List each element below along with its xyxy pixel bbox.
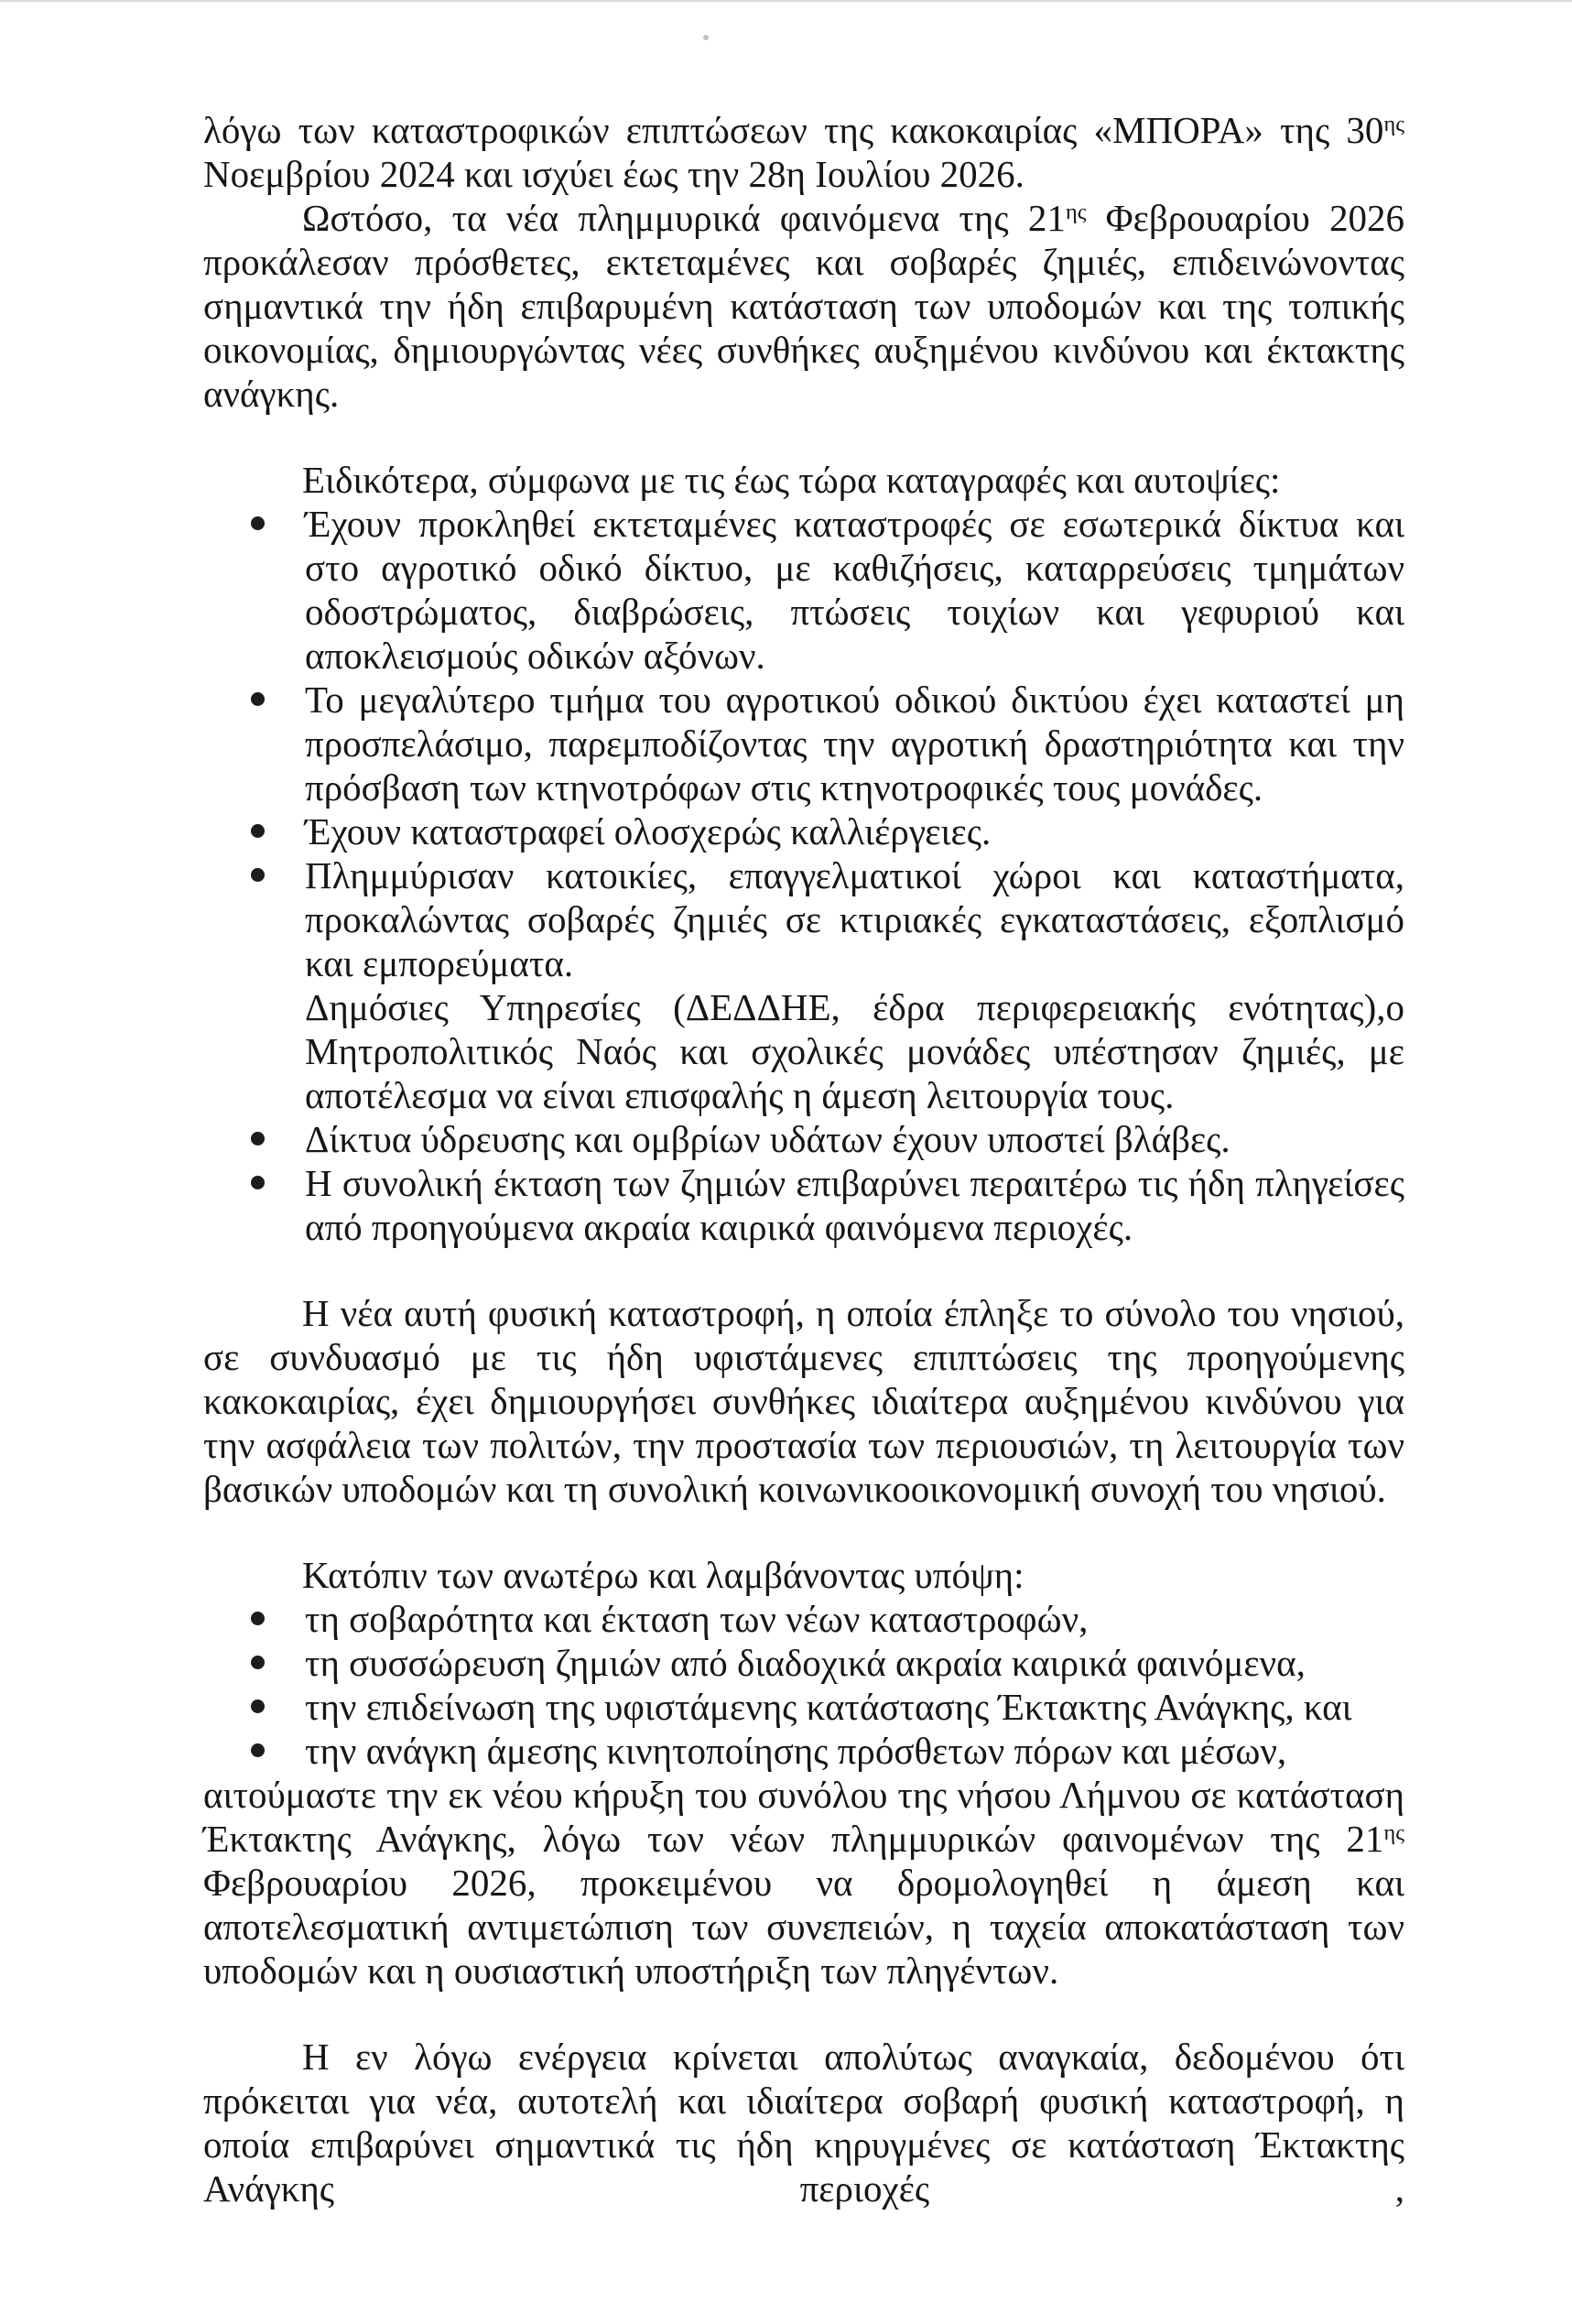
ordinal-superscript: ης bbox=[1383, 112, 1404, 137]
bullet-icon bbox=[251, 1656, 265, 1669]
bullet-text: Η συνολική έκταση των ζημιών επιβαρύνει περαιτέρω τις ήδη πληγείσες από προηγούμενα ακραία καιρικά φαινόμενα περιοχές. bbox=[305, 1162, 1404, 1248]
bullet-text: τη συσσώρευση ζημιών από διαδοχικά ακραία καιρικά φαινόμενα, bbox=[305, 1642, 1306, 1684]
bullet-icon bbox=[251, 1132, 265, 1146]
paragraph-text: Φεβρουαρίου 2026 προκάλεσαν πρόσθετες, εκτεταμένες και σοβαρές ζημιές, επιδεινώνοντας σημαντικά την ήδη επιβαρυμένη κατάσταση των υποδομών και της τοπικής οικονομίας, δημιουργώντας νέες συνθήκες αυξημένου κινδύνου και έκτακτης ανάγκης. bbox=[203, 197, 1404, 415]
list-item bbox=[203, 1117, 1404, 1161]
paragraph-storm-continuation bbox=[203, 108, 1404, 196]
list-item bbox=[203, 1597, 1404, 1641]
bullet-icon bbox=[251, 1176, 265, 1189]
bullet-text: Πλημμύρισαν κατοικίες, επαγγελματικοί χώροι και καταστήματα, προκαλώντας σοβαρές ζημιές σε κτιριακές εγκαταστάσεις, εξοπλισμό και εμπορεύματα. bbox=[305, 854, 1404, 984]
paragraph-text: Ωστόσο, τα νέα πλημμυρικά φαινόμενα της 21 bbox=[302, 197, 1066, 239]
paragraph-closing-justification: Η εν λόγω ενέργεια κρίνεται απολύτως αναγκαία, δεδομένου ότι πρόκειται για νέα, αυτοτελή και ιδιαίτερα σοβαρή φυσική καταστροφή, η οποία επιβαρύνει σημαντικά τις ήδη κηρυγμένες σε κατάσταση Έκτακτης Ανάγκης περιοχές , bbox=[203, 2036, 1404, 2210]
paragraph-new-flood-events bbox=[203, 196, 1404, 416]
bullet-continuation-text: Δημόσιες Υπηρεσίες (ΔΕΔΔΗΕ, έδρα περιφερειακής ενότητας),ο Μητροπολιτικός Ναός και σχολικές μονάδες υπέστησαν ζημιές, με αποτέλεσμα να είναι επισφαλής η άμεση λειτουργία τους. bbox=[305, 986, 1404, 1116]
bullet-text: Έχουν προκληθεί εκτεταμένες καταστροφές σε εσωτερικά δίκτυα και στο αγροτικό οδικό δίκτυο, με καθιζήσεις, καταρρεύσεις τμημάτων οδοστρώματος, διαβρώσεις, πτώσεις τοιχίων και γεφυριού και αποκλεισμούς οδικών αξόνων. bbox=[305, 503, 1404, 677]
bullet-text: την επιδείνωση της υφιστάμενης κατάστασης Έκτακτης Ανάγκης, και bbox=[305, 1686, 1352, 1728]
bullet-icon bbox=[251, 1612, 265, 1625]
bullet-icon bbox=[251, 1700, 265, 1713]
bullet-icon bbox=[251, 1743, 265, 1757]
bullet-text: Δίκτυα ύδρευσης και ομβρίων υδάτων έχουν υποστεί βλάβες. bbox=[305, 1118, 1230, 1160]
bullet-text: την ανάγκη άμεσης κινητοποίησης πρόσθετων πόρων και μέσων, bbox=[305, 1730, 1287, 1772]
list-item bbox=[203, 678, 1404, 809]
bullet-icon bbox=[251, 868, 265, 882]
bullet-text: τη σοβαρότητα και έκταση των νέων καταστροφών, bbox=[305, 1598, 1089, 1640]
list-item bbox=[203, 1729, 1404, 1773]
list-item bbox=[203, 1641, 1404, 1685]
bullet-text: Το μεγαλύτερο τμήμα του αγροτικού οδικού δικτύου έχει καταστεί μη προσπελάσιμο, παρεμποδίζοντας την αγροτική δραστηριότητα και την πρόσβαση των κτηνοτρόφων στις κτηνοτροφικές τους μονάδες. bbox=[305, 679, 1404, 809]
paragraph-new-disaster-impact: Η νέα αυτή φυσική καταστροφή, η οποία έπληξε το σύνολο του νησιού, σε συνδυασμό με τις ήδη υφιστάμενες επιπτώσεις της προηγούμενης κακοκαιρίας, έχει δημιουργήσει συνθήκες ιδιαίτερα αυξημένου κινδύνου για την ασφάλεια των πολιτών, την προστασία των περιουσιών, τη λειτουργία των βασικών υποδομών και τη συνολική κοινωνικοοικονομική συνοχή του νησιού. bbox=[203, 1292, 1404, 1510]
list-item bbox=[203, 1685, 1404, 1729]
paragraph-text: Νοεμβρίου 2024 και ισχύει έως την 28η Ιουλίου 2026. bbox=[203, 153, 1025, 195]
paragraph-emergency-request bbox=[203, 1773, 1404, 1993]
bullet-icon bbox=[251, 824, 265, 838]
document-body bbox=[203, 108, 1404, 2210]
paragraph-findings-intro: Ειδικότερα, σύμφωνα με τις έως τώρα καταγραφές και αυτοψίες: bbox=[302, 459, 1281, 501]
scan-edge-line bbox=[0, 0, 1572, 2]
paragraph-text: Φεβρουαρίου 2026, προκειμένου να δρομολογηθεί η άμεση και αποτελεσματική αντιμετώπιση των συνεπειών, η ταχεία αποκατάσταση των υποδομών και η ουσιαστική υποστήριξη των πληγέντων. bbox=[203, 1862, 1404, 1992]
bullet-icon bbox=[251, 692, 265, 706]
bullet-icon bbox=[251, 516, 265, 530]
findings-list bbox=[203, 502, 1404, 1249]
considerations-list bbox=[203, 1597, 1404, 1773]
bullet-text: Έχουν καταστραφεί ολοσχερώς καλλιέργειες. bbox=[305, 810, 992, 852]
scan-speck bbox=[703, 35, 709, 40]
paragraph-considering-intro: Κατόπιν των ανωτέρω και λαμβάνοντας υπόψη: bbox=[302, 1554, 1025, 1596]
paragraph-text: λόγω των καταστροφικών επιπτώσεων της κακοκαιρίας «ΜΠΟΡΑ» της 30 bbox=[203, 109, 1384, 151]
ordinal-superscript: ης bbox=[1065, 200, 1087, 225]
paragraph-text: αιτούμαστε την εκ νέου κήρυξη του συνόλου της νήσου Λήμνου σε κατάσταση Έκτακτης Ανάγκης, λόγω των νέων πλημμυρικών φαινομένων της 21 bbox=[203, 1774, 1404, 1860]
list-item bbox=[203, 853, 1404, 985]
list-item bbox=[203, 1161, 1404, 1249]
list-item bbox=[203, 809, 1404, 853]
ordinal-superscript: ης bbox=[1383, 1820, 1404, 1846]
list-item bbox=[203, 502, 1404, 678]
